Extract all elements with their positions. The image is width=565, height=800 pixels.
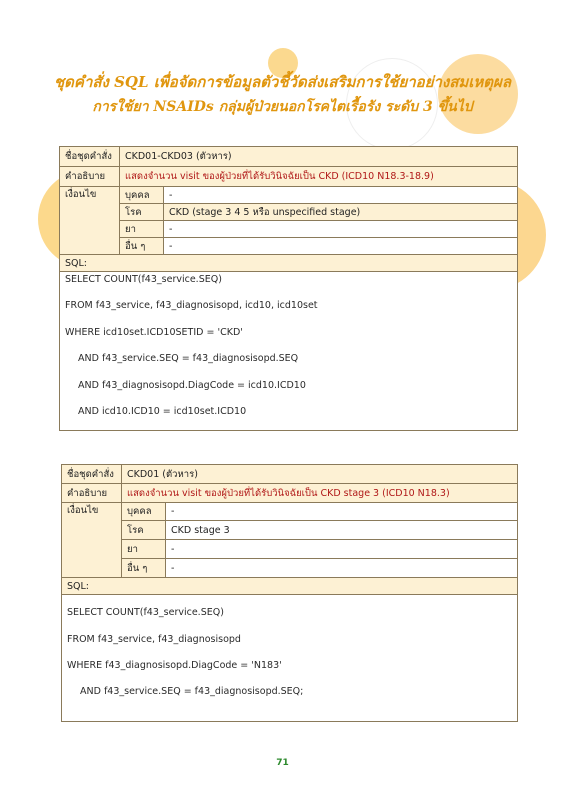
disease-label: โรค [120,204,164,221]
set-name-label: ชื่อชุดคำสั่ง [60,147,120,167]
disease-value: CKD (stage 3 4 5 หรือ unspecified stage) [164,204,518,221]
sql-line: AND f43_service.SEQ = f43_diagnosisopd.SEQ [78,353,299,365]
sql-line: AND icd10.ICD10 = icd10set.ICD10 [78,405,247,417]
person-label: บุคคล [122,503,166,521]
sql-spec-table-2 [61,464,518,722]
condition-label: เงื่อนไข [62,503,122,578]
sql-code-block [60,272,518,431]
sql-label: SQL: [62,578,518,595]
person-value: - [166,503,518,521]
description-value: แสดงจำนวน visit ของผู้ป่วยที่ได้รับวินิจฉัยเป็น CKD stage 3 (ICD10 N18.3) [122,484,518,503]
sql-line: AND f43_service.SEQ = f43_diagnosisopd.SEQ; [80,686,304,698]
drug-value: - [166,540,518,559]
sql-line: FROM f43_service, f43_diagnosisopd [67,633,241,645]
sql-line: SELECT COUNT(f43_service.SEQ) [65,274,222,285]
other-label: อื่น ๆ [122,559,166,578]
drug-label: ยา [120,221,164,238]
sql-line: WHERE icd10set.ICD10SETID = 'CKD' [65,326,243,338]
sql-line: SELECT COUNT(f43_service.SEQ) [67,607,224,619]
page-title: ชุดคำสั่ง SQL เพื่อจัดการข้อมูลตัวชี้วัดส่งเสริมการใช้ยาอย่างสมเหตุผล [53,73,512,91]
disease-value: CKD stage 3 [166,521,518,540]
other-label: อื่น ๆ [120,238,164,255]
drug-value: - [164,221,518,238]
sql-line: FROM f43_service, f43_diagnosisopd, icd10, icd10set [65,300,318,312]
description-label: คำอธิบาย [60,167,120,187]
sql-line: WHERE f43_diagnosisopd.DiagCode = 'N183' [67,660,282,671]
description-label: คำอธิบาย [62,484,122,503]
decor-circle-right-top [438,54,518,134]
disease-label: โรค [122,521,166,540]
person-label: บุคคล [120,187,164,204]
sql-spec-table-1 [59,146,518,431]
sql-label: SQL: [60,255,518,272]
other-value: - [166,559,518,578]
set-name-value: CKD01-CKD03 (ตัวหาร) [120,147,518,167]
person-value: - [164,187,518,204]
page-number: 71 [276,758,289,768]
other-value: - [164,238,518,255]
set-name-value: CKD01 (ตัวหาร) [122,465,518,484]
page-subtitle: การใช้ยา NSAIDs กลุ่มผู้ป่วยนอกโรคไตเรื้อรัง ระดับ 3 ขึ้นไป [92,99,473,115]
drug-label: ยา [122,540,166,559]
description-value: แสดงจำนวน visit ของผู้ป่วยที่ได้รับวินิจฉัยเป็น CKD (ICD10 N18.3-18.9) [120,167,518,187]
sql-code-block [62,595,518,722]
sql-line: AND f43_diagnosisopd.DiagCode = icd10.ICD10 [78,379,306,391]
condition-label: เงื่อนไข [60,187,120,255]
set-name-label: ชื่อชุดคำสั่ง [62,465,122,484]
